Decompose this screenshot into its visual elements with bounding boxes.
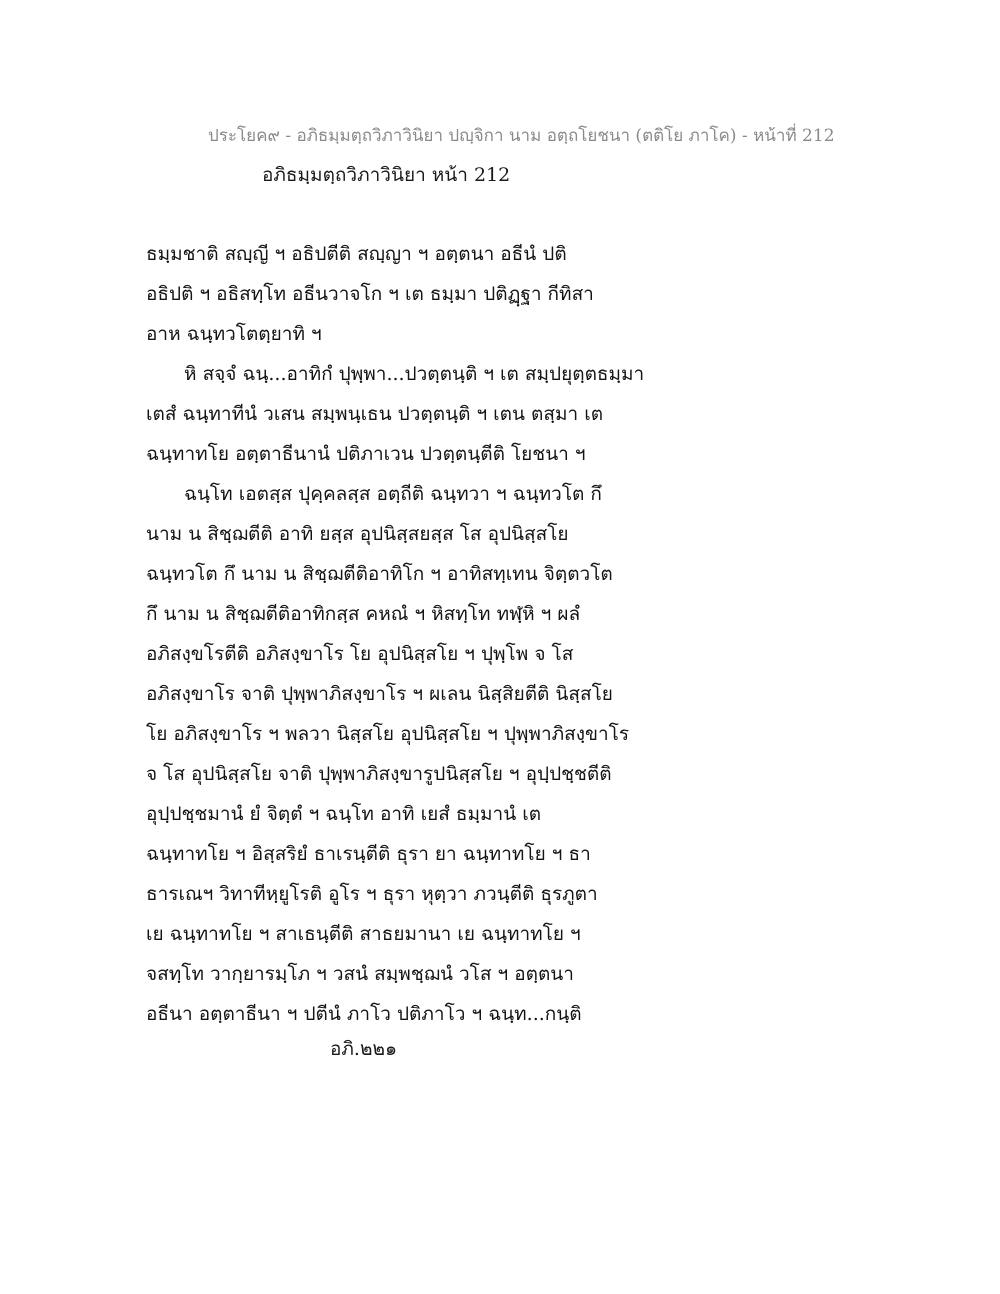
text-line: จสทฺโท วากฺยารมฺโภ ฯ วสนํ สมฺพชฺฌนํ วโส ฯ อตฺตนา: [146, 963, 574, 985]
text-line: นาม น สิชฺฌตีติ อาทิ ยสฺส อุปนิสฺสยสฺส โส อุปนิสฺสโย: [146, 523, 569, 545]
running-header: ประโยค๙ - อภิธมฺมตฺถวิภาวินิยา ปญฺจิกา นาม อตฺถโยชนา (ตติโย ภาโค) - หน้าที่ 212: [208, 126, 835, 146]
text-line: อาห ฉนฺทวโตตฺยาทิ ฯ: [146, 323, 322, 345]
text-line: เตสํ ฉนฺทาทีนํ วเสน สมฺพนฺเธน ปวตฺตนฺติ ฯ เตน ตสฺมา เต: [146, 403, 604, 425]
text-line: จ โส อุปนิสฺสโย จาติ ปุพฺพาภิสงฺขารูปนิสฺสโย ฯ อุปฺปชฺชตีติ: [146, 763, 612, 785]
body-text: [146, 234, 706, 1034]
text-line: อภิสงฺขโรตีติ อภิสงฺขาโร โย อุปนิสฺสโย ฯ ปุพฺโพ จ โส: [146, 643, 574, 665]
text-line: อธิปติ ฯ อธิสทฺโท อธีนวาจโก ฯ เต ธมฺมา ปติฏฺฐา กีทิสา: [146, 283, 594, 305]
text-line: อธีนา อตฺตาธีนา ฯ ปตีนํ ภาโว ปติภาโว ฯ ฉนฺท...กนฺติ: [146, 1003, 582, 1025]
text-line: ฉนฺทาทโย อตฺตาธีนานํ ปติภาเวน ปวตฺตนฺตีติ โยชนา ฯ: [146, 443, 586, 465]
text-line: เย ฉนฺทาทโย ฯ สาเธนฺตีติ สาธยมานา เย ฉนฺทาทโย ฯ: [146, 923, 581, 945]
page-number: อภิ.๒๒๑: [330, 1038, 398, 1060]
paragraph-start-line: ฉนฺโท เอตสฺส ปุคฺคลสฺส อตฺถีติ ฉนฺทวา ฯ ฉนฺทวโต กึ: [184, 483, 602, 505]
text-line: ธมฺมชาติ สญฺญี ฯ อธิปตีติ สญฺญา ฯ อตฺตนา อธีนํ ปติ: [146, 243, 567, 265]
text-line: อภิสงฺขาโร จาติ ปุพฺพาภิสงฺขาโร ฯ ผเลน นิสฺสิยตีติ นิสฺสโย: [146, 683, 613, 705]
paragraph-start-line: หิ สจฺจํ ฉนฺ...อาทิกํ ปุพฺพา...ปวตฺตนฺติ ฯ เต สมฺปยุตฺตธมฺมา: [184, 363, 645, 385]
text-line: ฉนฺทวโต กึ นาม น สิชฺฌตีติอาทิโก ฯ อาทิสทฺเทน จิตฺตวโต: [146, 563, 613, 585]
page-title: อภิธมฺมตฺถวิภาวินิยา หน้า 212: [262, 164, 511, 186]
text-line: กึ นาม น สิชฺฌตีติอาทิกสฺส คหณํ ฯ หิสทฺโท ทฬฺหิ ฯ ผลํ: [146, 603, 581, 625]
text-line: อุปฺปชฺชมานํ ยํ จิตฺตํ ฯ ฉนฺโท อาทิ เยสํ ธมฺมานํ เต: [146, 803, 542, 825]
text-line: โย อภิสงฺขาโร ฯ พลวา นิสฺสโย อุปนิสฺสโย ฯ ปุพฺพาภิสงฺขาโร: [146, 723, 630, 745]
text-line: ธารเณฯ วิทาทีหฺยูโรติ อูโร ฯ ธุรา หุตฺวา ภวนฺตีติ ธุรภูตา: [146, 883, 598, 905]
text-line: ฉนฺทาทโย ฯ อิสฺสริยํ ธาเรนฺตีติ ธุรา ยา ฉนฺทาทโย ฯ ธา: [146, 843, 591, 865]
